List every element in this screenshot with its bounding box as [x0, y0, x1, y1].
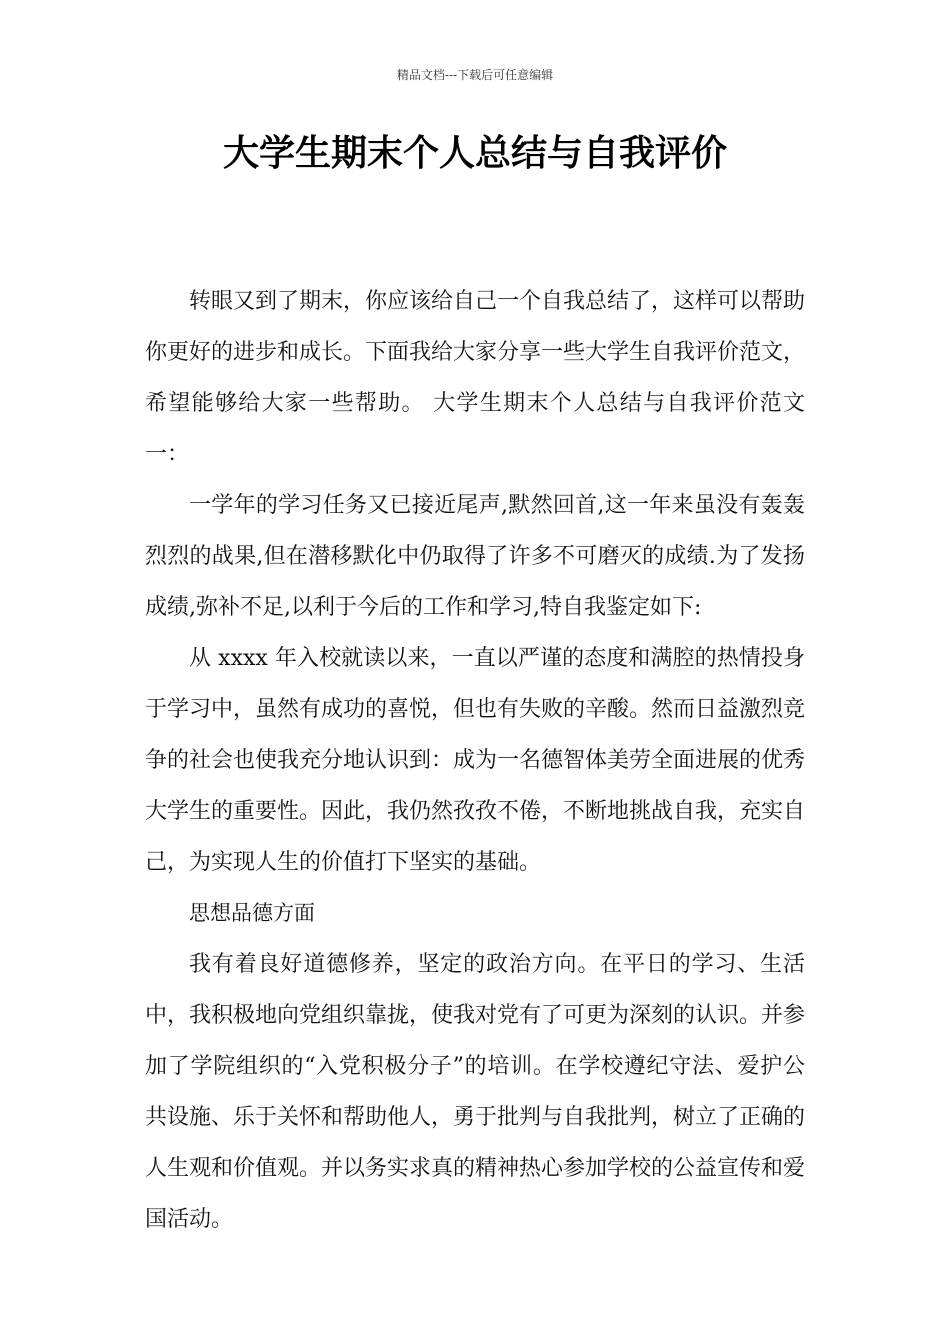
- paragraph-moral: 我有着良好道德修养，坚定的政治方向。在平日的学习、生活中，我积极地向党组织靠拢，使我对党有了可更为深刻的认识。并参加了学院组织的“入党积极分子”的培训。在学校遵纪守法、爱护公共设施、乐于关怀和帮助他人，勇于批判与自我批判，树立了正确的人生观和价值观。并以务实求真的精神热心参加学校的公益宣传和爱国活动。: [145, 952, 806, 1232]
- paragraph-intro: 转眼又到了期末，你应该给自己一个自我总结了，这样可以帮助你更好的进步和成长。下面我给大家分享一些大学生自我评价范文，希望能够给大家一些帮助。 大学生期末个人总结与自我评价范文一：: [145, 289, 806, 467]
- paragraph-study-attitude: 从 xxxx 年入校就读以来，一直以严谨的态度和满腔的热情投身于学习中，虽然有成功的喜悦，但也有失败的辛酸。然而日益激烈竞争的社会也使我充分地认识到：成为一名德智体美劳全面进展的优秀大学生的重要性。因此，我仍然孜孜不倦，不断地挑战自我，充实自己，为实现人生的价值打下坚实的基础。: [145, 646, 806, 875]
- section-heading-moral: 思想品德方面: [189, 901, 315, 925]
- paragraph-year-review: 一学年的学习任务又已接近尾声,默然回首,这一年来虽没有轰轰烈烈的战果,但在潜移默化中仍取得了许多不可磨灭的成绩.为了发扬成绩,弥补不足,以利于今后的工作和学习,特自我鉴定如下:: [145, 493, 805, 620]
- header-note: 精品文档---下载后可任意编辑: [396, 68, 554, 82]
- document-body: [145, 276, 805, 1245]
- document-title: 大学生期末个人总结与自我评价: [222, 133, 727, 174]
